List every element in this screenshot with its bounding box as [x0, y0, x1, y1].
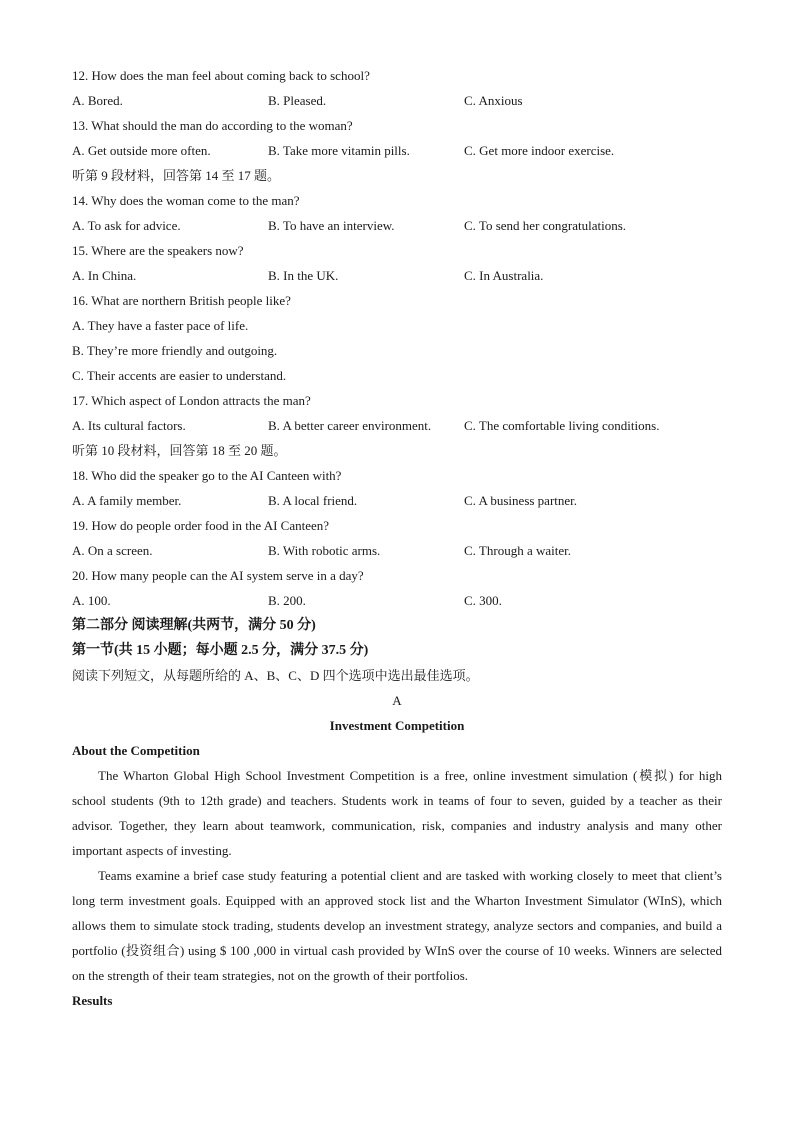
- question-15: 15. Where are the speakers now?: [72, 243, 244, 258]
- question-17: 17. Which aspect of London attracts the man?: [72, 393, 311, 408]
- option-b: B. With robotic arms.: [268, 543, 381, 558]
- options-14: [72, 213, 722, 238]
- heading-about: About the Competition: [72, 743, 200, 758]
- options-20: [72, 588, 722, 613]
- question-19: 19. How do people order food in the AI Canteen?: [72, 518, 330, 533]
- options-17: [72, 413, 722, 438]
- option-c: C. A business partner.: [464, 493, 578, 508]
- question-18: 18. Who did the speaker go to the AI Canteen with?: [72, 468, 342, 483]
- option-c: C. Through a waiter.: [464, 543, 571, 558]
- option-b: B. In the UK.: [268, 268, 339, 283]
- paragraph-2: Teams examine a brief case study featuring a potential client and are tasked with working closely to meet that client’s long term investment goals. Equipped with an approved stock list and the Wharton Investment Simulator (WInS), which allows them to simulate stock trading, students develop an investment strategy, analyze sectors and companies, and build a portfolio (投资组合) using $ 100 ,000 in virtual cash provided by WInS over the course of 10 weeks. Winners are selected on the strength of their team strategies, not on the growth of their portfolios.: [72, 868, 722, 983]
- section-9-instruction: 听第 9 段材料，回答第 14 至 17 题。: [72, 168, 281, 183]
- passage-letter: A: [392, 693, 402, 708]
- option-b: B. Pleased.: [268, 93, 327, 108]
- question-16: 16. What are northern British people like?: [72, 293, 291, 308]
- options-18: [72, 488, 722, 513]
- exam-page: [72, 63, 722, 1013]
- options-13: [72, 138, 722, 163]
- options-12: [72, 88, 722, 113]
- section-10-instruction: 听第 10 段材料，回答第 18 至 20 题。: [72, 443, 287, 458]
- option-c: C. Anxious: [464, 93, 523, 108]
- option-c: C. 300.: [464, 593, 502, 608]
- option-b: B. To have an interview.: [268, 218, 395, 233]
- passage-title: Investment Competition: [329, 718, 465, 733]
- heading-results: Results: [72, 993, 113, 1008]
- option-a: A. In China.: [72, 268, 137, 283]
- option-b: B. They’re more friendly and outgoing.: [72, 343, 278, 358]
- option-a: A. Its cultural factors.: [72, 418, 186, 433]
- option-c: C. To send her congratulations.: [464, 218, 627, 233]
- option-a: A. 100.: [72, 593, 111, 608]
- paragraph-1: The Wharton Global High School Investment Competition is a free, online investment simulation (模拟) for high school students (9th to 12th grade) and teachers. Students work in teams of four to seven, guided by a teacher as their advisor. Together, they learn about teamwork, communication, risk, companies and industry analysis and many other important aspects of investing.: [72, 768, 722, 858]
- option-b: B. Take more vitamin pills.: [268, 143, 410, 158]
- question-13: 13. What should the man do according to the woman?: [72, 118, 353, 133]
- question-20: 20. How many people can the AI system serve in a day?: [72, 568, 364, 583]
- option-c: C. Their accents are easier to understand.: [72, 368, 287, 383]
- option-c: C. The comfortable living conditions.: [464, 418, 660, 433]
- option-c: C. In Australia.: [464, 268, 544, 283]
- reading-instruction: 阅读下列短文，从每题所给的 A、B、C、D 四个选项中选出最佳选项。: [72, 668, 479, 683]
- part-two-title: 第二部分 阅读理解(共两节，满分 50 分): [72, 618, 316, 633]
- option-a: A. On a screen.: [72, 543, 153, 558]
- option-b: B. A better career environment.: [268, 418, 432, 433]
- section-one-title: 第一节(共 15 小题；每小题 2.5 分，满分 37.5 分): [72, 643, 369, 658]
- question-12: 12. How does the man feel about coming back to school?: [72, 68, 370, 83]
- option-c: C. Get more indoor exercise.: [464, 143, 615, 158]
- options-15: [72, 263, 722, 288]
- option-a: A. Get outside more often.: [72, 143, 211, 158]
- option-a: A. They have a faster pace of life.: [72, 318, 249, 333]
- question-14: 14. Why does the woman come to the man?: [72, 193, 300, 208]
- option-a: A. A family member.: [72, 493, 182, 508]
- option-a: A. To ask for advice.: [72, 218, 181, 233]
- option-b: B. A local friend.: [268, 493, 358, 508]
- options-19: [72, 538, 722, 563]
- option-b: B. 200.: [268, 593, 306, 608]
- option-a: A. Bored.: [72, 93, 123, 108]
